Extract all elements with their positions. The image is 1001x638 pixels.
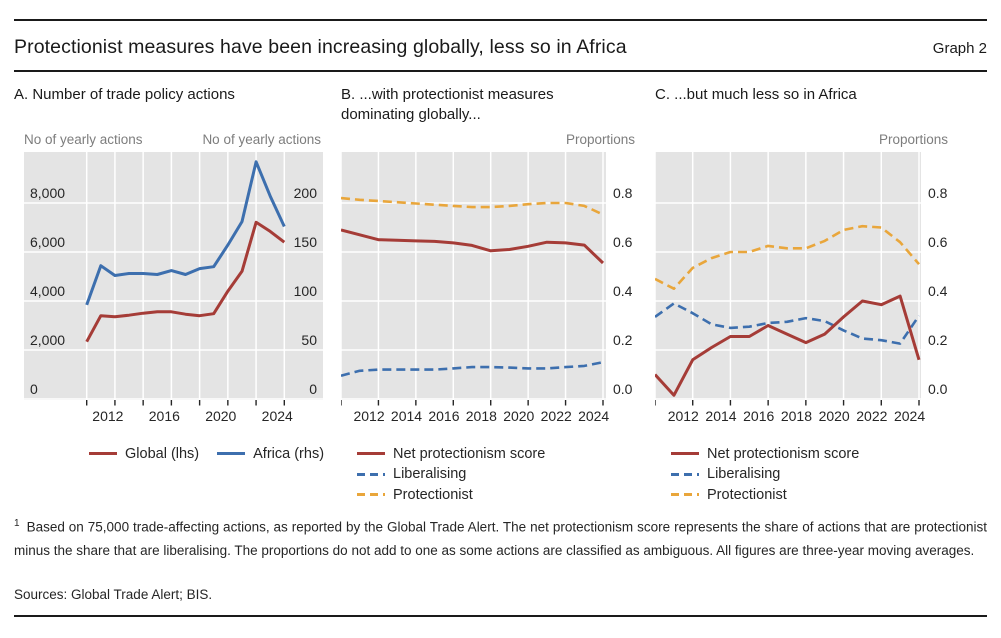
panel-c-heading: C. ...but much less so in Africa xyxy=(655,86,857,103)
legend-label-liberalising-c: Liberalising xyxy=(707,466,781,482)
svg-text:2016: 2016 xyxy=(148,408,180,424)
footnote-marker: 1 xyxy=(14,518,20,529)
panel-a-heading: A. Number of trade policy actions xyxy=(14,86,235,103)
svg-text:2024: 2024 xyxy=(893,408,926,424)
legend-item-liberalising-c xyxy=(671,467,859,482)
sources-line: Sources: Global Trade Alert; BIS. xyxy=(14,587,213,602)
global-line-swatch-icon xyxy=(89,452,117,455)
legend-item-net-c xyxy=(671,446,859,461)
svg-text:0.0: 0.0 xyxy=(613,381,633,397)
svg-text:2020: 2020 xyxy=(818,408,850,424)
svg-text:0.4: 0.4 xyxy=(613,282,633,299)
panel-c-axis-unit: Proportions xyxy=(878,132,948,147)
net-score-swatch-icon xyxy=(357,452,385,455)
svg-text:2018: 2018 xyxy=(465,408,497,424)
svg-text:0.2: 0.2 xyxy=(928,331,948,348)
graph-title: Protectionist measures have been increasing globally, less so in Africa xyxy=(14,36,627,58)
svg-text:8,000: 8,000 xyxy=(30,184,66,201)
footnote xyxy=(14,512,987,562)
legend-label-global: Global (lhs) xyxy=(125,445,200,462)
legend-label-protectionist-c: Protectionist xyxy=(707,486,787,503)
legend-panel-b xyxy=(357,446,545,502)
legend-panel-a xyxy=(89,446,324,461)
legend-label-liberalising-b: Liberalising xyxy=(393,466,467,482)
legend-label-africa: Africa (rhs) xyxy=(253,445,325,462)
svg-text:2020: 2020 xyxy=(503,408,535,424)
svg-text:200: 200 xyxy=(293,184,317,201)
legend-item-net-b xyxy=(357,446,545,461)
svg-text:2012: 2012 xyxy=(667,408,699,424)
legend-label-net-c: Net protectionism score xyxy=(707,445,860,462)
svg-text:0.8: 0.8 xyxy=(613,184,633,201)
svg-text:50: 50 xyxy=(301,331,317,348)
panel-a-right-axis-unit: No of yearly actions xyxy=(202,132,321,147)
africa-line-swatch-icon xyxy=(217,452,245,455)
svg-text:0.6: 0.6 xyxy=(928,233,948,250)
svg-text:2014: 2014 xyxy=(390,408,423,424)
svg-text:2012: 2012 xyxy=(353,408,385,424)
liberalising-swatch-icon xyxy=(357,473,385,476)
legend-label-protectionist-b: Protectionist xyxy=(393,486,473,503)
panel-b-heading: B. ...with protectionist measures dominating globally... xyxy=(341,86,554,123)
title-rule xyxy=(14,70,987,72)
svg-text:4,000: 4,000 xyxy=(30,282,66,299)
svg-text:2020: 2020 xyxy=(205,408,237,424)
svg-text:2022: 2022 xyxy=(856,408,888,424)
title-row xyxy=(14,36,987,59)
svg-text:2016: 2016 xyxy=(428,408,460,424)
svg-text:2014: 2014 xyxy=(705,408,737,424)
liberalising-swatch-icon xyxy=(671,473,699,476)
panel-b-chart xyxy=(341,152,641,430)
legend-item-protectionist-b xyxy=(357,487,545,502)
svg-text:2016: 2016 xyxy=(743,408,775,424)
svg-text:0.8: 0.8 xyxy=(928,184,948,201)
legend-item-protectionist-c xyxy=(671,487,859,502)
svg-text:0.0: 0.0 xyxy=(928,381,948,397)
top-rule xyxy=(14,19,987,21)
panel-a-chart xyxy=(24,152,323,430)
legend-panel-c xyxy=(671,446,859,502)
legend-item-liberalising-b xyxy=(357,467,545,482)
net-score-swatch-icon xyxy=(671,452,699,455)
svg-text:2,000: 2,000 xyxy=(30,331,66,348)
legend-item-africa xyxy=(217,446,324,461)
svg-text:0: 0 xyxy=(30,381,38,397)
svg-text:6,000: 6,000 xyxy=(30,233,66,250)
svg-text:150: 150 xyxy=(293,233,317,250)
svg-text:0: 0 xyxy=(309,381,317,397)
protectionist-swatch-icon xyxy=(357,493,385,496)
svg-text:0.2: 0.2 xyxy=(613,331,633,348)
svg-text:100: 100 xyxy=(293,282,317,299)
svg-text:2024: 2024 xyxy=(578,408,610,424)
panel-a-left-axis-unit: No of yearly actions xyxy=(24,132,143,147)
panel-b-axis-unit: Proportions xyxy=(565,132,635,147)
svg-text:0.4: 0.4 xyxy=(928,282,948,299)
svg-text:2012: 2012 xyxy=(92,408,124,424)
footnote-text: Based on 75,000 trade-affecting actions, as reported by the Global Trade Alert. The net protectionism score represents the share of actions that are protectionist minus the share that are liberalising. The proportions do not add to one as some actions are classified as ambiguous. All figures are three-year moving averages. xyxy=(14,519,987,558)
protectionist-swatch-icon xyxy=(671,493,699,496)
svg-text:0.6: 0.6 xyxy=(613,233,633,250)
legend-item-global xyxy=(89,446,199,461)
panel-c-chart xyxy=(655,152,956,430)
svg-text:2024: 2024 xyxy=(261,408,293,424)
panel-a-axis-units xyxy=(24,132,321,147)
bottom-rule xyxy=(14,615,987,617)
svg-text:2018: 2018 xyxy=(780,408,813,424)
graph-number: Graph 2 xyxy=(932,40,987,57)
legend-label-net-b: Net protectionism score xyxy=(393,445,546,462)
svg-text:2022: 2022 xyxy=(540,408,572,424)
